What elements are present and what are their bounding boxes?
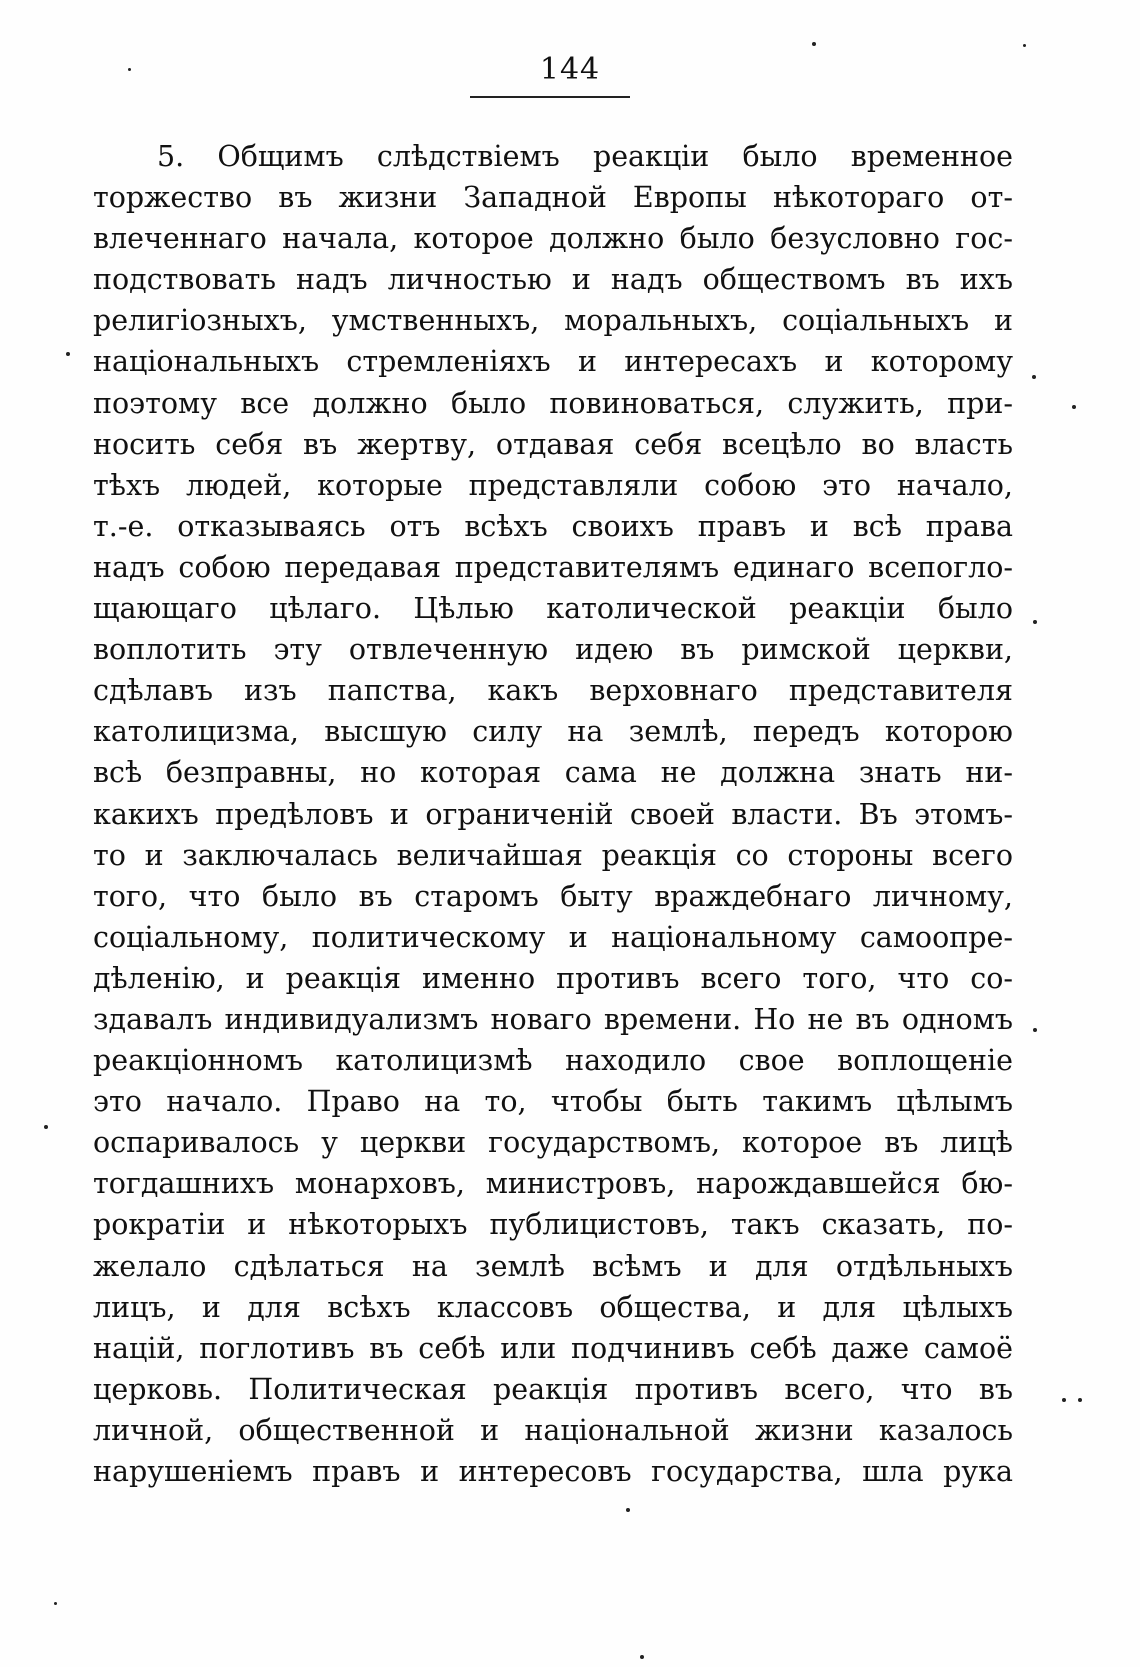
scan-speck	[1072, 405, 1076, 409]
page-number: 144	[539, 52, 601, 87]
text-line: подствовать надъ личностью и надъ обществомъ въ ихъ	[93, 263, 1013, 297]
scan-speck	[1062, 1398, 1066, 1402]
text-line: здавалъ индивидуализмъ новаго времени. Но не въ одномъ	[93, 1002, 1013, 1036]
scan-speck	[44, 1125, 48, 1129]
text-line: лицъ, и для всѣхъ классовъ общества, и для цѣлыхъ	[93, 1290, 1013, 1324]
text-line: носить себя въ жертву, отдавая себя всецѣло во власть	[93, 427, 1013, 461]
text-line: тогдашнихъ монарховъ, министровъ, нарождавшейся бю-	[93, 1167, 1013, 1201]
text-line: воплотить эту отвлеченную идею въ римской церкви,	[93, 633, 1013, 667]
text-line: соціальному, политическому и національному самоопре-	[93, 920, 1013, 954]
scan-speck	[1078, 1398, 1082, 1402]
text-line: католицизма, высшую силу на землѣ, передъ которою	[93, 715, 1013, 749]
header-rule	[470, 96, 630, 98]
text-line: дѣленію, и реакція именно противъ всего того, что со-	[93, 961, 1013, 995]
text-line: церковь. Политическая реакція противъ всего, что въ	[93, 1372, 1013, 1406]
text-line: надъ собою передавая представителямъ единаго всепогло-	[93, 550, 1013, 584]
scan-speck	[812, 42, 816, 46]
text-line: 5. Общимъ слѣдствіемъ реакціи было временное	[157, 140, 1013, 173]
text-line: нарушеніемъ правъ и интересовъ государства, шла рука	[93, 1455, 1013, 1488]
text-line: тѣхъ людей, которые представляли собою это начало,	[93, 468, 1013, 502]
text-line: націй, поглотивъ въ себѣ или подчинивъ себѣ даже самоё	[93, 1331, 1013, 1365]
scan-speck	[66, 352, 70, 356]
scan-speck	[1033, 620, 1037, 624]
text-line: влеченнаго начала, которое должно было безусловно гос-	[93, 222, 1013, 256]
text-line: т.-е. отказываясь отъ всѣхъ своихъ правъ и всѣ права	[93, 509, 1013, 543]
scan-speck	[1032, 375, 1036, 379]
text-line: національныхъ стремленіяхъ и интересахъ и которому	[93, 345, 1013, 379]
text-line: какихъ предѣловъ и ограниченій своей власти. Въ этомъ-	[93, 797, 1013, 831]
text-line: личной, общественной и національной жизни казалось	[93, 1413, 1013, 1447]
text-line: щающаго цѣлаго. Цѣлью католической реакціи было	[93, 592, 1013, 626]
scan-speck	[626, 1508, 630, 1512]
scan-speck	[54, 1602, 57, 1605]
text-line: то и заключалась величайшая реакція со стороны всего	[93, 838, 1013, 872]
body-paragraph	[93, 136, 1013, 1492]
scan-speck	[640, 1655, 644, 1659]
text-line: религіозныхъ, умственныхъ, моральныхъ, соціальныхъ и	[93, 304, 1013, 338]
scan-speck	[1023, 44, 1026, 47]
text-line: сдѣлавъ изъ папства, какъ верховнаго представителя	[93, 674, 1013, 708]
text-line: того, что было въ старомъ быту враждебнаго личному,	[93, 879, 1013, 913]
text-line: это начало. Право на то, чтобы быть такимъ цѣлымъ	[93, 1085, 1013, 1119]
text-line: рократіи и нѣкоторыхъ публицистовъ, такъ сказать, по-	[93, 1208, 1013, 1242]
text-line: оспаривалось у церкви государствомъ, которое въ лицѣ	[93, 1126, 1013, 1160]
text-line: реакціонномъ католицизмѣ находило свое воплощеніе	[93, 1044, 1013, 1078]
text-line: поэтому все должно было повиноваться, служить, при-	[93, 386, 1013, 420]
text-line: желало сдѣлаться на землѣ всѣмъ и для отдѣльныхъ	[93, 1249, 1013, 1283]
text-line: торжество въ жизни Западной Европы нѣкотораго от-	[93, 181, 1013, 215]
scan-speck	[128, 68, 131, 71]
scan-speck	[1033, 1028, 1037, 1032]
text-line: всѣ безправны, но которая сама не должна знать ни-	[93, 756, 1013, 790]
